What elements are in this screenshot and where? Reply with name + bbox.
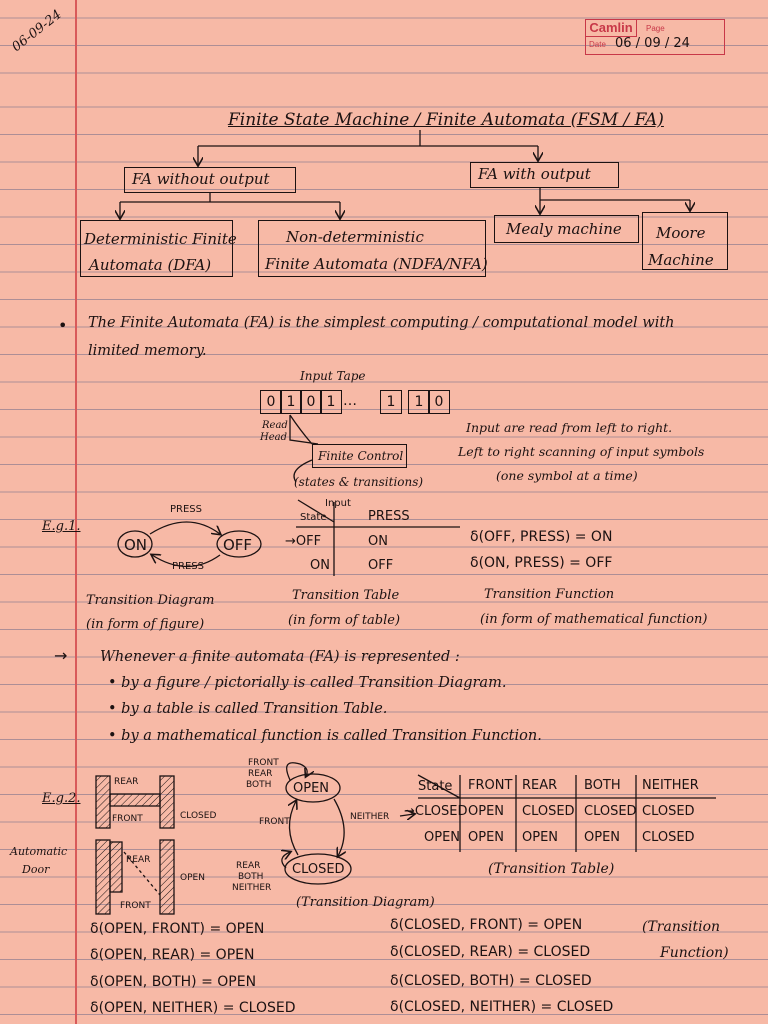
edge-closed-to-open — [289, 801, 298, 855]
loop-closed-neither: NEITHER — [232, 883, 272, 893]
loop-closed-rear: REAR — [236, 861, 261, 871]
state-closed: CLOSED — [292, 862, 345, 877]
loop-closed-both: BOTH — [238, 872, 264, 882]
page-label: Page — [646, 24, 665, 33]
eg1-table-row2-value: OFF — [368, 558, 394, 573]
label-mealy: Mealy machine — [506, 220, 622, 238]
label-nfa-line1: Non-deterministic — [286, 228, 424, 246]
eg1-table-rules — [296, 500, 460, 576]
margin-date: 06-09-24 — [9, 7, 65, 56]
door-front-bottom: FRONT — [120, 901, 151, 911]
door-top-right-post — [160, 776, 174, 828]
eg1-table-header: PRESS — [368, 509, 410, 524]
eg2-diagram-caption: (Transition Diagram) — [296, 895, 435, 910]
door-open-label: OPEN — [180, 873, 205, 883]
control-to-states — [294, 460, 312, 482]
eg1-label: E.g.1. — [42, 519, 81, 534]
tape-cell: … — [343, 393, 357, 409]
eg1-function-2: δ(ON, PRESS) = OFF — [470, 555, 613, 571]
tape-note-1: Input are read from left to right. — [466, 420, 673, 435]
eg1-function-1: δ(OFF, PRESS) = ON — [470, 529, 613, 545]
caption-transition-function: Transition Function — [484, 587, 615, 602]
eg2-table-row-state: →CLOSED — [404, 804, 468, 819]
label-fa-with-output: FA with output — [478, 165, 591, 183]
circle-on — [118, 531, 152, 557]
caption-function-sub: (in form of mathematical function) — [480, 612, 708, 627]
door-dashed-swing — [124, 852, 160, 895]
label-moore-line1: Moore — [656, 224, 706, 242]
tape-cell: 0 — [428, 390, 450, 414]
date-value: 06 / 09 / 24 — [615, 36, 690, 51]
eg2-table-header: FRONT — [468, 778, 513, 793]
represented-arrow: → — [54, 646, 68, 665]
door-front-top: FRONT — [112, 814, 143, 824]
brand-logo: Camlin — [586, 20, 637, 37]
tape-note-2: Left to right scanning of input symbols — [458, 444, 705, 459]
eg2-table-header: NEITHER — [642, 778, 699, 793]
eg1-table-row1-state: →OFF — [285, 534, 322, 549]
eg2-func-left-1: δ(OPEN, FRONT) = OPEN — [90, 921, 265, 937]
eg2-func-right-3: δ(CLOSED, BOTH) = CLOSED — [390, 973, 592, 989]
eg2-table-cell: OPEN — [522, 830, 559, 845]
door-top-left-post — [96, 776, 110, 828]
eg2-table-caption: (Transition Table) — [488, 861, 615, 877]
state-on: ON — [124, 536, 148, 554]
eg2-table-header: BOTH — [584, 778, 621, 793]
door-bottom-left-post — [96, 840, 110, 914]
states-transitions-label: (states & transitions) — [294, 475, 424, 489]
arrow-on-to-off — [150, 522, 220, 534]
label-nfa-line2: Finite Automata (NDFA/NFA) — [265, 255, 488, 273]
edge-neither-label: NEITHER — [350, 812, 390, 822]
start-arrow — [400, 814, 414, 816]
read-head-label-1: Read — [262, 420, 288, 431]
door-bottom-right-post — [160, 840, 174, 914]
state-off: OFF — [223, 536, 253, 554]
eg2-table-cell: OPEN — [468, 804, 505, 819]
label-dfa-line2: Automata (DFA) — [89, 256, 212, 274]
date-label: Date — [589, 40, 606, 49]
tree-connector-left — [120, 192, 340, 202]
tape-cell: 1 — [408, 390, 430, 414]
automatic-door-label-2: Door — [22, 863, 50, 876]
caption-table-sub: (in form of table) — [288, 613, 401, 628]
caption-transition-diagram: Transition Diagram — [86, 593, 215, 608]
edge-front-label: FRONT — [259, 817, 290, 827]
eg2-table-cell: OPEN — [584, 830, 621, 845]
tree-connector-top — [198, 130, 538, 146]
read-head-label-2: Head — [260, 432, 288, 443]
door-rear-bottom: REAR — [126, 855, 151, 865]
eg2-func-caption-2: Function) — [660, 945, 729, 961]
door-rear-top: REAR — [114, 777, 139, 787]
read-head-lines — [290, 415, 318, 444]
circle-closed — [285, 854, 351, 884]
eg2-func-left-2: δ(OPEN, REAR) = OPEN — [90, 947, 255, 963]
eg1-table-row2-state: ON — [310, 558, 330, 573]
definition-line1: The Finite Automata (FA) is the simplest computing / computational model with — [88, 315, 675, 331]
loop-open-both: BOTH — [246, 780, 272, 790]
eg2-table-header: REAR — [522, 778, 558, 793]
eg1-table-corner-state: State — [300, 512, 327, 523]
eg1-table-row1-value: ON — [368, 534, 388, 549]
loop-open-rear: REAR — [248, 769, 273, 779]
tree-connector-right — [540, 187, 690, 200]
represented-bullet-1: • by a figure / pictorially is called Transition Diagram. — [108, 675, 507, 691]
eg2-func-left-3: δ(OPEN, BOTH) = OPEN — [90, 974, 257, 990]
caption-transition-table: Transition Table — [292, 588, 400, 603]
label-dfa-line1: Deterministic Finite — [84, 230, 237, 248]
definition-bullet: • — [58, 316, 68, 335]
tape-cell: 0 — [260, 390, 282, 414]
eg2-func-right-4: δ(CLOSED, NEITHER) = CLOSED — [390, 999, 614, 1015]
tape-cell: 1 — [380, 390, 402, 414]
eg2-table-row-state: OPEN — [424, 830, 461, 845]
input-tape-label: Input Tape — [300, 369, 366, 383]
eg2-table-cell: CLOSED — [642, 830, 695, 845]
automatic-door-label-1: Automatic — [10, 845, 68, 858]
finite-control-label: Finite Control — [318, 449, 404, 463]
door-closed-label: CLOSED — [180, 811, 217, 821]
eg2-table-cell: CLOSED — [584, 804, 637, 819]
eg2-table-cell: CLOSED — [522, 804, 575, 819]
tape-cell: 0 — [300, 390, 322, 414]
represented-bullet-2: • by a table is called Transition Table. — [108, 701, 388, 717]
tape-note-3: (one symbol at a time) — [496, 468, 638, 483]
press-label-bottom: PRESS — [172, 561, 204, 572]
eg2-table-rules — [418, 775, 716, 852]
eg2-table-cell: OPEN — [468, 830, 505, 845]
tape-cell: 1 — [280, 390, 302, 414]
circle-off — [217, 531, 261, 557]
press-label-top: PRESS — [170, 504, 202, 515]
eg2-func-caption-1: (Transition — [642, 919, 721, 935]
caption-diagram-sub: (in form of figure) — [86, 617, 205, 632]
label-moore-line2: Machine — [648, 251, 714, 269]
door-top-panel — [110, 794, 160, 806]
eg2-label: E.g.2. — [42, 791, 81, 806]
state-open: OPEN — [293, 781, 330, 796]
eg2-table-corner: State — [418, 779, 453, 794]
eg2-func-right-1: δ(CLOSED, FRONT) = OPEN — [390, 917, 583, 933]
arrow-off-to-on — [152, 555, 220, 567]
door-bottom-panel — [110, 842, 122, 892]
label-fa-without-output: FA without output — [132, 170, 270, 188]
loop-open-front: FRONT — [248, 758, 279, 768]
edge-open-to-closed — [334, 799, 344, 856]
eg2-table-cell: CLOSED — [642, 804, 695, 819]
eg2-func-right-2: δ(CLOSED, REAR) = CLOSED — [390, 944, 591, 960]
represented-bullet-3: • by a mathematical function is called Transition Function. — [108, 728, 542, 744]
eg1-table-corner-input: Input — [325, 498, 351, 509]
tape-cell: 1 — [320, 390, 342, 414]
definition-line2: limited memory. — [88, 343, 207, 359]
represented-intro: Whenever a finite automata (FA) is represented : — [100, 649, 460, 665]
eg2-func-left-4: δ(OPEN, NEITHER) = CLOSED — [90, 1000, 296, 1016]
page-title: Finite State Machine / Finite Automata (FSM / FA) — [228, 110, 664, 130]
circle-open — [286, 774, 340, 802]
